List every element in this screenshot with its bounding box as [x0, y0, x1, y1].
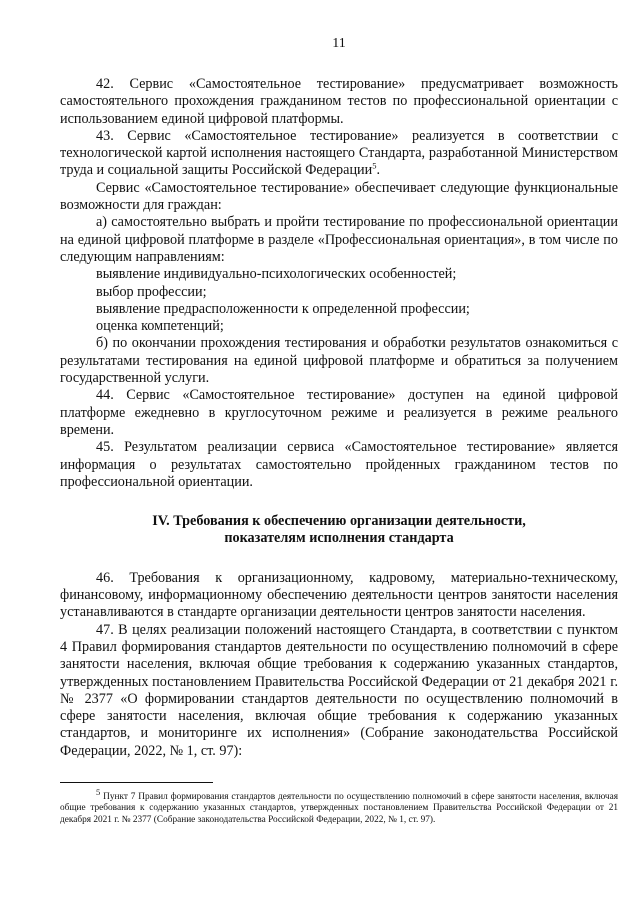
direction-item: выбор профессии;	[96, 283, 207, 300]
item-a: а) самостоятельно выбрать и пройти тестирование по профессиональной ориентации на единой цифровой платформе в разделе «Профессиональная ориентация», в том числе по следующим направлениям:	[60, 214, 618, 265]
direction-item: выявление индивидуально-психологических особенностей;	[96, 266, 457, 283]
footnote	[60, 786, 618, 826]
paragraph-43-text: 43. Сервис «Самостоятельное тестирование» реализуется в соответствии с технологической картой исполнения настоящего Стандарта, разработанной Министерством труда и социальной защиты Российской Федерации	[60, 127, 618, 179]
footnote-text: Пункт 7 Правил формирования стандартов деятельности по осуществлению полномочий в сфере занятости населения, включая общие требования к содержанию указанных стандартов, утвержденных постановлением Правительства Российской Федерации от 21 декабря 2021 г. № 2377 (Собрание законодательства Российской Федерации, 2022, № 1, ст. 97).	[60, 792, 618, 825]
direction-item: выявление предрасположенности к определенной профессии;	[96, 300, 470, 317]
section-heading	[60, 513, 618, 548]
paragraph-46: 46. Требования к организационному, кадровому, материально-техническому, финансовому, информационному обеспечению деятельности центров занятости населения устанавливаются в стандарте организации деятельности центров занятости населения.	[60, 569, 618, 621]
paragraph-43	[60, 128, 618, 180]
page-number: 11	[332, 36, 346, 51]
section-heading-line-2: показателям исполнения стандарта	[224, 530, 454, 547]
footnote-reference[interactable]: 5	[372, 160, 377, 171]
footnote-marker: 5	[96, 786, 101, 797]
direction-item: оценка компетенций;	[96, 318, 224, 335]
body-text	[60, 76, 618, 760]
section-heading-line-1: IV. Требования к обеспечению организации деятельности,	[152, 513, 526, 530]
service-capabilities-intro: Сервис «Самостоятельное тестирование» обеспечивает следующие функциональные возможности для граждан:	[60, 179, 618, 214]
footnote-divider	[60, 782, 213, 783]
paragraph-44: 44. Сервис «Самостоятельное тестирование» доступен на единой цифровой платформе ежедневно в круглосуточном режиме и реализуется в режиме реального времени.	[60, 387, 618, 438]
paragraph-42: 42. Сервис «Самостоятельное тестирование» предусматривает возможность самостоятельного прохождения гражданином тестов по профессиональной ориентации с использованием единой цифровой платформы.	[60, 76, 618, 127]
paragraph-47: 47. В целях реализации положений настоящего Стандарта, в соответствии с пунктом 4 Правил формирования стандартов деятельности по осуществлению полномочий в сфере занятости населения, включая общие требования к содержанию указанных стандартов, утвержденных постановлением Правительства Российской Федерации от 21 декабря 2021 г. № 2377 «О формировании стандартов деятельности по осуществлению полномочий в сфере занятости населения, включая общие требования к содержанию указанных стандартов, и мониторинге их исполнения» (Собрание законодательства Российской Федерации, 2022, № 1, ст. 97):	[60, 621, 618, 759]
paragraph-43-end: .	[376, 162, 381, 179]
paragraph-45: 45. Результатом реализации сервиса «Самостоятельное тестирование» является информация о результатах самостоятельно пройденных гражданином тестов по профессиональной ориентации.	[60, 439, 618, 490]
item-b: б) по окончании прохождения тестирования и обработки результатов ознакомиться с результатами тестирования на единой цифровой платформе и обратиться за получением государственной услуги.	[60, 335, 618, 387]
